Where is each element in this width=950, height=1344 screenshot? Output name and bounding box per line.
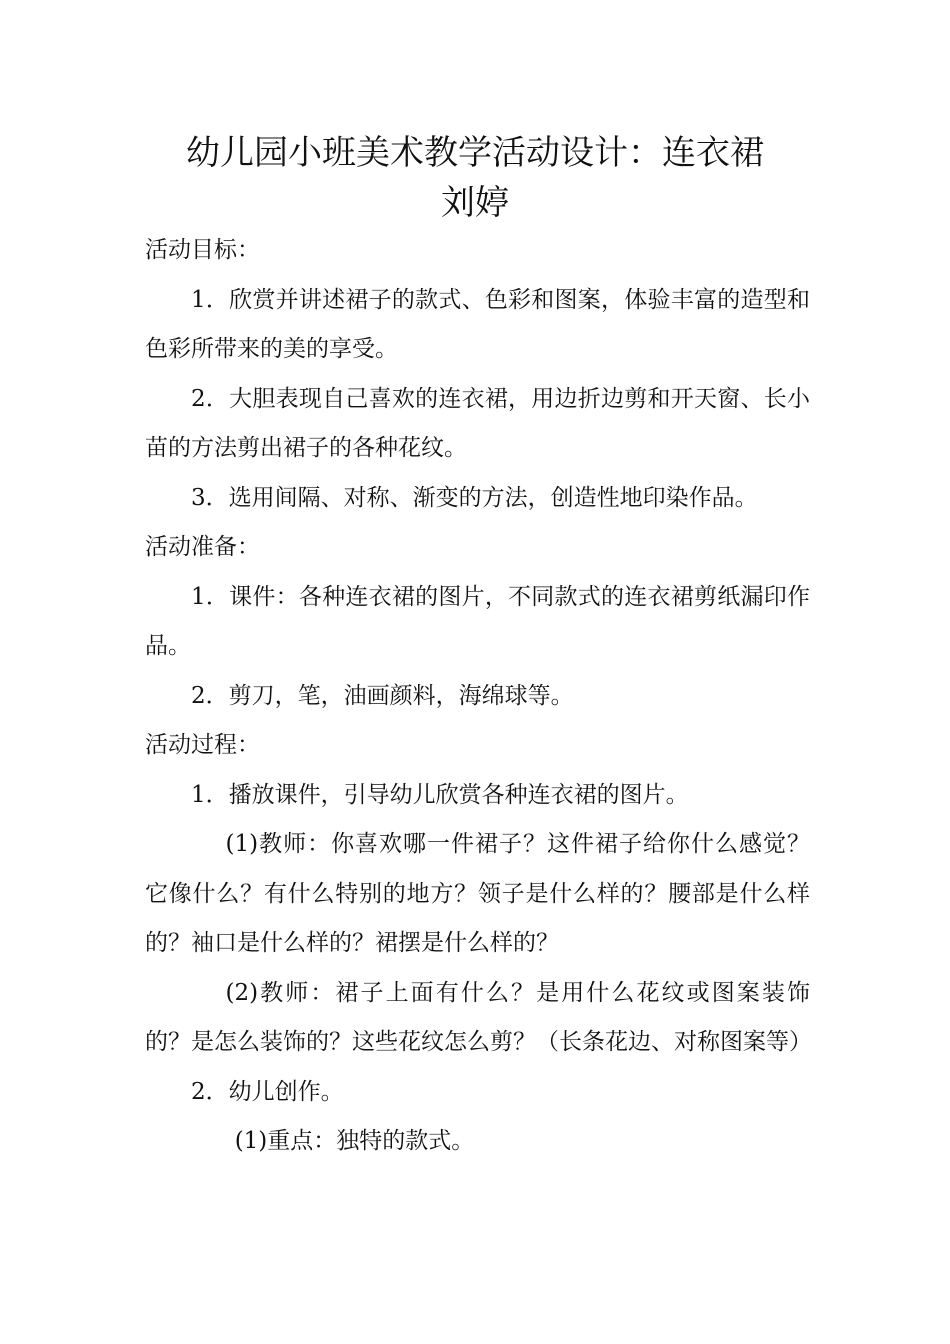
section-heading-process: 活动过程： <box>145 732 260 758</box>
process-step-1-sub-1: (1)教师：你喜欢哪一件裙子？这件裙子给你什么感觉？它像什么？有什么特别的地方？领子是什么样的？腰部是什么样的？袖口是什么样的？裙摆是什么样的？ <box>145 831 810 956</box>
process-step-1-sub-2: (2)教师：裙子上面有什么？是用什么花纹或图案装饰的？是怎么装饰的？这些花纹怎么剪？（长条花边、对称图案等） <box>145 979 812 1055</box>
goal-item-3: 3．选用间隔、对称、渐变的方法，创造性地印染作品。 <box>191 484 758 511</box>
goal-item-1: 1．欣赏并讲述裙子的款式、色彩和图案，体验丰富的造型和色彩所带来的美的享受。 <box>145 286 810 362</box>
process-step-2-sub-1: (1)重点：独特的款式。 <box>234 1128 475 1154</box>
process-step-2: 2．幼儿创作。 <box>191 1078 344 1105</box>
process-step-1: 1．播放课件，引导幼儿欣赏各种连衣裙的图片。 <box>191 781 689 808</box>
preparation-item-2: 2．剪刀，笔，油画颜料，海绵球等。 <box>191 682 574 709</box>
section-heading-goals: 活动目标： <box>145 237 260 263</box>
section-heading-preparation: 活动准备： <box>145 534 260 560</box>
goal-item-2: 2．大胆表现自己喜欢的连衣裙，用边折边剪和开天窗、长小苗的方法剪出裙子的各种花纹。 <box>145 385 810 461</box>
document-author: 刘婷 <box>441 183 509 223</box>
preparation-item-1: 1．课件：各种连衣裙的图片，不同款式的连衣裙剪纸漏印作品。 <box>145 583 810 659</box>
document-title: 幼儿园小班美术教学活动设计：连衣裙 <box>186 133 764 173</box>
document-body <box>145 226 810 1167</box>
